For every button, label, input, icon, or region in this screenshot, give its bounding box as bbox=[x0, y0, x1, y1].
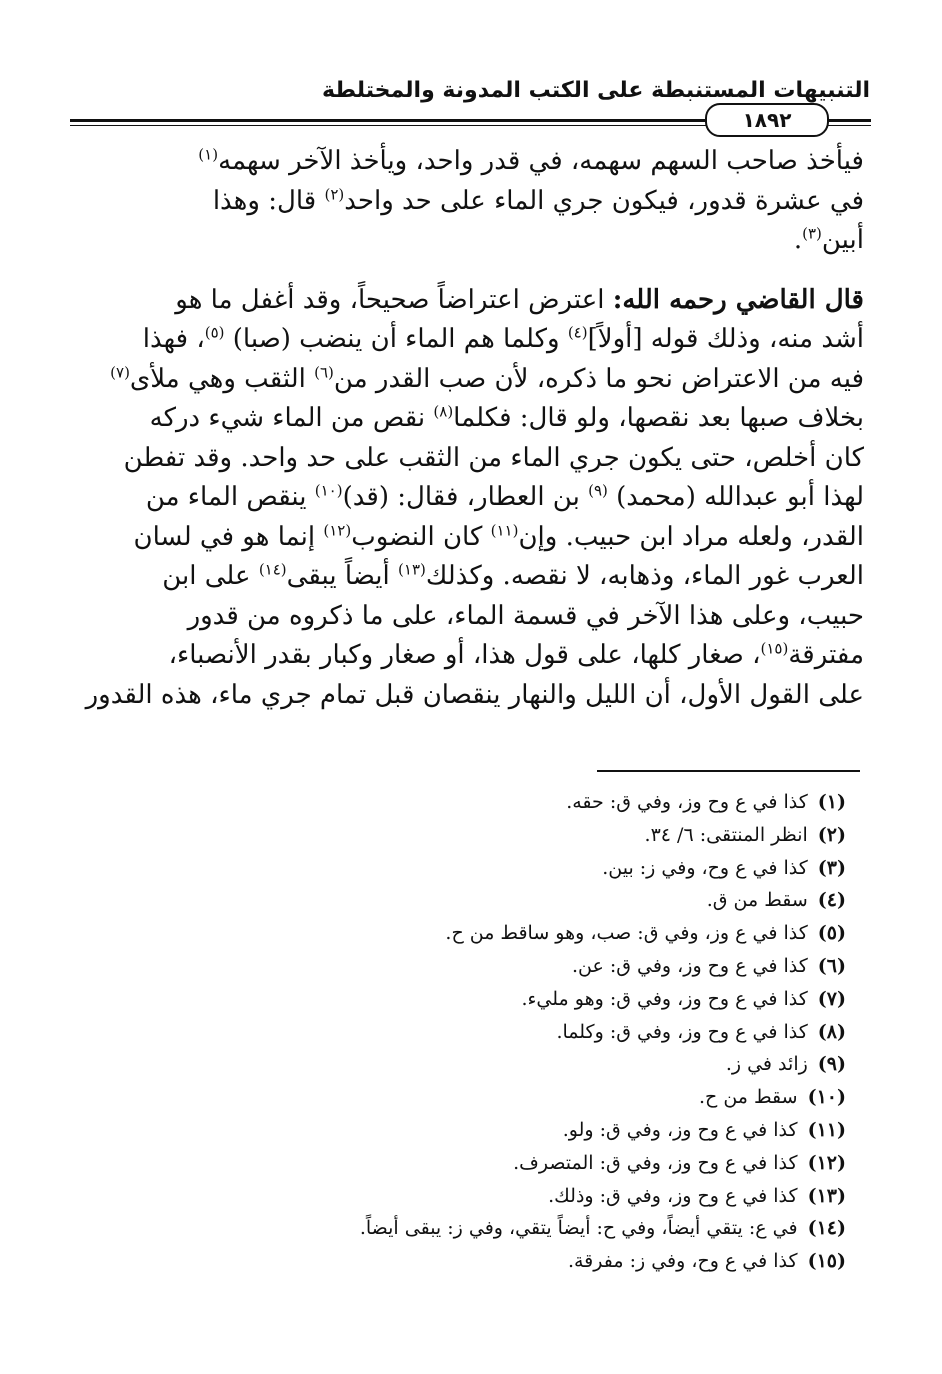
text-run: بخلاف صبها بعد نقصها، ولو قال: فكلما bbox=[453, 403, 864, 433]
text-run: في عشرة قدور، فيكون جري الماء على حد واحد bbox=[344, 185, 864, 216]
footnote-number: (١٣) bbox=[807, 1184, 846, 1207]
speaker-heading: قال القاضي رحمه الله: bbox=[612, 284, 864, 315]
footnote-number: (٢) bbox=[817, 823, 846, 846]
text-line bbox=[74, 142, 864, 182]
footnote-item bbox=[66, 819, 846, 852]
text-run: القدر، ولعله مراد ابن حبيب. وإن bbox=[518, 521, 864, 552]
footnote-text: كذا في ع وح وز، وفي ق: وهو مليء. bbox=[521, 987, 808, 1010]
text-run: أشد منه، وذلك قوله [أولاً] bbox=[587, 324, 864, 354]
footnote-ref: (١٣) bbox=[398, 560, 426, 579]
text-run: ، صغار كلها، على قول هذا، أو صغار وكبار بقدر الأنصباء، bbox=[168, 640, 761, 670]
text-run: اعترض اعتراضاً صحيحاً، وقد أغفل ما هو bbox=[175, 284, 613, 315]
page-number: ١٨٩٢ bbox=[705, 103, 829, 137]
footnote-item bbox=[66, 1081, 846, 1114]
footnote-text: كذا في ع وح وز، وفي ق: عن. bbox=[571, 954, 808, 977]
footnote-number: (٥) bbox=[817, 922, 846, 945]
text-run: الثقب وهي ملأى bbox=[129, 363, 315, 394]
text-run: أيضاً يبقى bbox=[286, 561, 399, 591]
footnote-text: زائد في ز. bbox=[725, 1053, 808, 1076]
text-run: فيه من الاعتراض نحو ما ذكره، لأن صب القدر من bbox=[333, 363, 864, 394]
footnote-item bbox=[66, 1016, 846, 1049]
running-title: التنبيهات المستنبطة على الكتب المدونة والمختلطة bbox=[321, 78, 870, 103]
footnote-item bbox=[66, 917, 846, 950]
footnote-ref: (١٥) bbox=[760, 639, 789, 658]
footnote-item bbox=[66, 884, 846, 917]
footnote-text: كذا في ع وح وز، وفي ق: وكلما. bbox=[556, 1020, 808, 1043]
footnote-text: كذا في ع وح وز، وفي ق: المتصرف. bbox=[513, 1151, 798, 1174]
footnote-ref: (٢) bbox=[324, 184, 345, 203]
text-line bbox=[74, 478, 864, 518]
footnote-text: كذا في ع وح وز، وفي ق: حقه. bbox=[566, 791, 808, 813]
footnote-item bbox=[66, 1147, 846, 1180]
footnote-text: كذا في ع وح، وفي ز: مفرقة. bbox=[567, 1250, 798, 1273]
footnote-text: كذا في ع وح وز، وفي ق: وذلك. bbox=[548, 1184, 798, 1207]
footnote-item bbox=[66, 1180, 846, 1213]
footnote-item bbox=[66, 1245, 846, 1278]
footnote-number: (١٤) bbox=[807, 1217, 846, 1240]
text-line bbox=[74, 439, 864, 479]
footnote-number: (١٢) bbox=[807, 1151, 846, 1174]
text-line bbox=[74, 281, 864, 321]
text-run: فيأخذ صاحب السهم سهمه، في قدر واحد، ويأخذ الآخر سهمه bbox=[218, 146, 864, 176]
footnote-ref: (١١) bbox=[490, 520, 519, 539]
footnote-text: كذا في ع وح وز، وفي ق: ولو. bbox=[562, 1118, 798, 1141]
footnote-item bbox=[66, 950, 846, 983]
text-run: ينقص الماء من bbox=[145, 482, 315, 512]
footnote-text: كذا في ع وز، وفي ق: صب، وهو ساقط من ح. bbox=[445, 922, 808, 945]
text-line bbox=[74, 676, 864, 716]
paragraph-commentary bbox=[74, 281, 864, 716]
footnote-ref: (٨) bbox=[433, 402, 454, 421]
footnote-ref: (١٢) bbox=[323, 520, 352, 539]
footnote-item bbox=[66, 852, 846, 885]
footnote-ref: (١٠) bbox=[314, 481, 343, 500]
footnote-item bbox=[66, 1212, 846, 1245]
footnote-ref: (٥) bbox=[204, 323, 225, 342]
text-run: على القول الأول، أن الليل والنهار ينقصان قبل تمام جري ماء، هذه القدور bbox=[85, 679, 864, 710]
text-line bbox=[74, 636, 864, 676]
text-line bbox=[74, 182, 864, 222]
main-text bbox=[74, 142, 864, 715]
footnote-number: (١١) bbox=[807, 1118, 846, 1141]
text-run: . bbox=[793, 225, 803, 255]
footnote-number: (٣) bbox=[817, 856, 846, 879]
text-run: كان النضوب bbox=[351, 521, 491, 552]
footnote-number: (٤) bbox=[817, 889, 846, 912]
footnote-item bbox=[66, 786, 846, 819]
text-run: قال: وهذا bbox=[212, 185, 325, 216]
footnote-text: في ع: يتقي أيضاً، وفي ح: أيضاً يتقي، وفي ز: يبقى أيضاً. bbox=[359, 1217, 798, 1240]
text-run: ، فهذا bbox=[142, 324, 205, 354]
text-run: مفترقة bbox=[788, 640, 864, 670]
footnote-number: (٩) bbox=[817, 1053, 846, 1076]
text-run: على ابن bbox=[162, 561, 259, 591]
text-line bbox=[74, 221, 864, 261]
text-run: حبيب، وعلى هذا الآخر في قسمة الماء، على ما ذكروه من قدور bbox=[187, 600, 864, 631]
footnote-text: كذا في ع وح، وفي ز: بين. bbox=[602, 856, 808, 879]
footnote-ref: (٩) bbox=[588, 481, 608, 500]
footnote-ref: (١٤) bbox=[258, 560, 287, 579]
footnote-text: انظر المنتقى: ٦/ ٣٤. bbox=[644, 823, 808, 846]
footnote-number: (٨) bbox=[817, 1020, 846, 1043]
text-run: لهذا أبو عبدالله (محمد) bbox=[607, 482, 864, 512]
text-line bbox=[74, 320, 864, 360]
footnote-item bbox=[66, 1114, 846, 1147]
text-run: كان أخلص، حتى يكون جري الماء من الثقب على حد واحد. وقد تفطن bbox=[123, 442, 864, 473]
footnote-text: سقط من ح. bbox=[698, 1086, 798, 1109]
footnote-number: (١) bbox=[817, 791, 846, 813]
footnote-number: (٧) bbox=[817, 987, 846, 1010]
text-line bbox=[74, 399, 864, 439]
text-line bbox=[74, 518, 864, 558]
footnote-ref: (١) bbox=[198, 145, 219, 164]
footnote-number: (٦) bbox=[817, 954, 846, 977]
text-line bbox=[74, 597, 864, 637]
text-run: وكلما هم الماء أن ينضب (صبا) bbox=[224, 324, 568, 354]
footnote-ref: (٦) bbox=[314, 362, 334, 381]
footnote-number: (١٥) bbox=[807, 1250, 846, 1273]
footnote-ref: (٤) bbox=[567, 323, 588, 342]
footnote-separator bbox=[597, 770, 860, 772]
text-run: نقص من الماء شيء دركه bbox=[149, 403, 434, 433]
text-line bbox=[74, 557, 864, 597]
text-line bbox=[74, 360, 864, 400]
footnote-item bbox=[66, 1048, 846, 1081]
text-run: إنما هو في لسان bbox=[133, 521, 324, 552]
footnote-text: سقط من ق. bbox=[706, 889, 808, 912]
text-run: بن العطار، فقال: (قد) bbox=[342, 482, 589, 512]
text-run: أبين bbox=[821, 225, 864, 255]
text-run: العرب غور الماء، وذهابه، لا نقصه. وكذلك bbox=[425, 561, 864, 591]
footnotes bbox=[66, 786, 846, 1278]
footnote-ref: (٣) bbox=[802, 224, 822, 243]
footnote-item bbox=[66, 983, 846, 1016]
paragraph-continued bbox=[74, 142, 864, 261]
footnote-ref: (٧) bbox=[110, 362, 130, 381]
footnote-number: (١٠) bbox=[807, 1086, 846, 1109]
